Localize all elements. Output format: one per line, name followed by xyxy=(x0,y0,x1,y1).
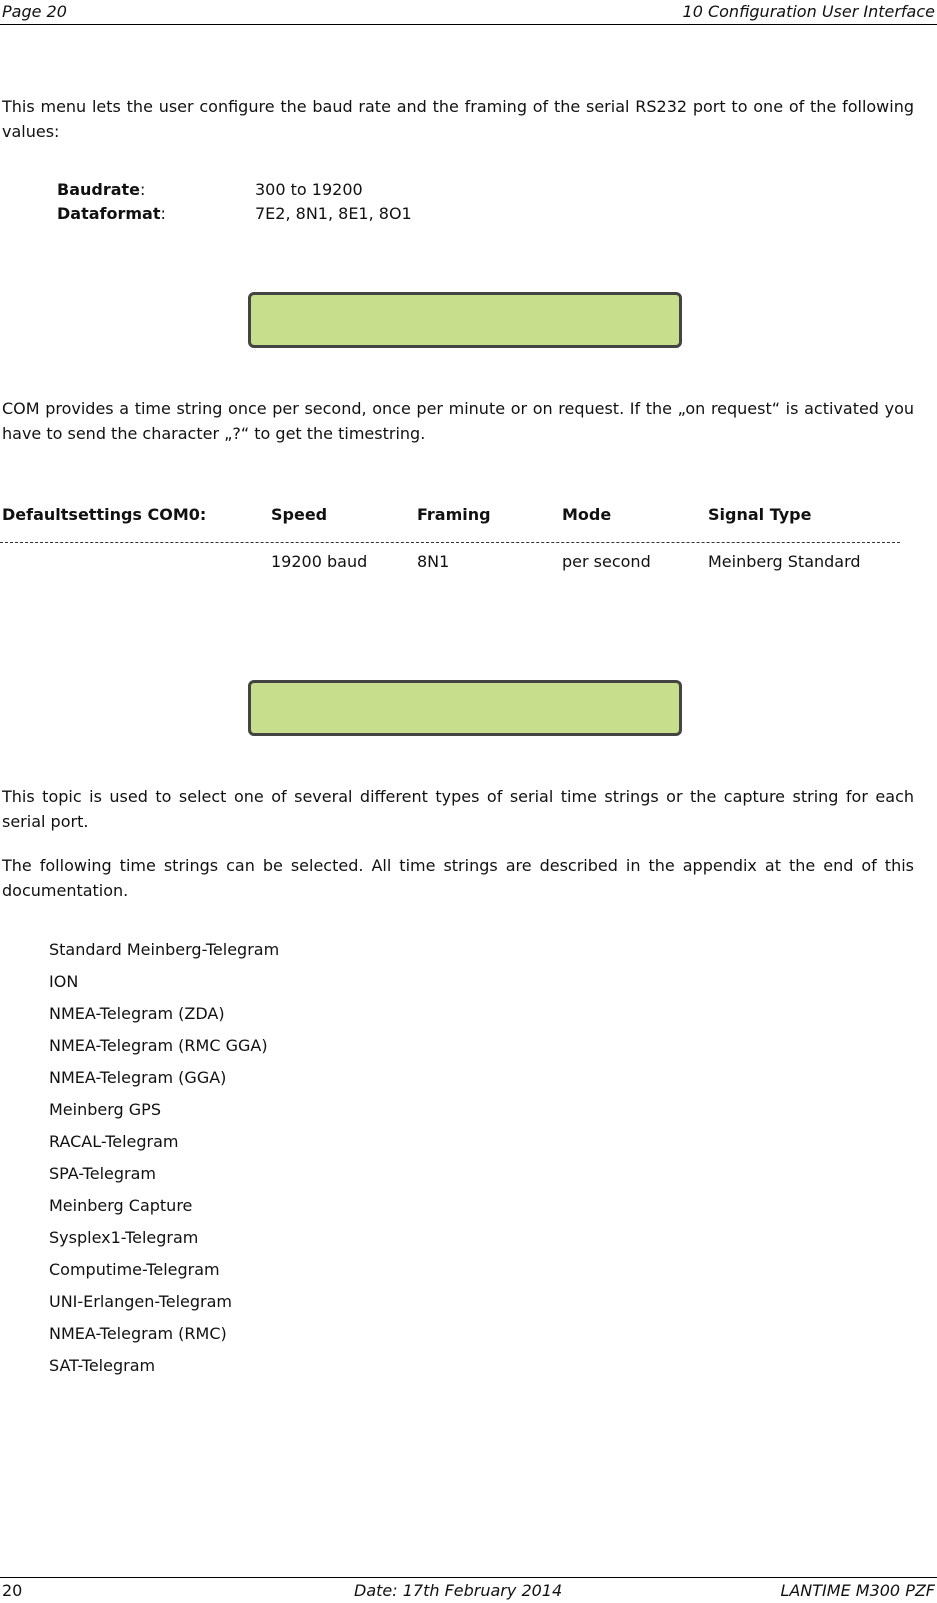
list-item: RACAL-Telegram xyxy=(49,1132,179,1151)
settings-list xyxy=(57,180,657,228)
footer-product: LANTIME M300 PZF xyxy=(780,1581,935,1600)
list-item: Meinberg Capture xyxy=(49,1196,193,1215)
cell-mode: per second xyxy=(562,552,651,571)
cell-speed: 19200 baud xyxy=(271,552,368,571)
setting-label: Dataformat xyxy=(57,204,161,223)
list-item: Sysplex1-Telegram xyxy=(49,1228,199,1247)
com-paragraph-block xyxy=(2,396,914,446)
setting-label: Baudrate xyxy=(57,180,141,199)
intro-paragraph-block xyxy=(2,94,914,144)
defaults-label: Defaultsettings COM0: xyxy=(2,505,207,524)
header-page-label: Page 20 xyxy=(2,2,67,21)
header-chapter-title: 10 Configuration User Interface xyxy=(682,2,935,21)
list-item: Computime-Telegram xyxy=(49,1260,220,1279)
list-item: NMEA-Telegram (ZDA) xyxy=(49,1004,225,1023)
topic-paragraph-block xyxy=(2,784,914,834)
following-paragraph: The following time strings can be selected. All time strings are described in the appendix at the end of this documentation. xyxy=(2,856,914,900)
lcd-display-time-string xyxy=(248,680,682,736)
column-header-signal-type: Signal Type xyxy=(708,505,812,524)
lcd-display-serial-settings xyxy=(248,292,682,348)
list-item: NMEA-Telegram (RMC GGA) xyxy=(49,1036,268,1055)
table-divider xyxy=(0,542,900,547)
list-item: NMEA-Telegram (RMC) xyxy=(49,1324,227,1343)
list-item: SPA-Telegram xyxy=(49,1164,156,1183)
time-strings-list xyxy=(49,934,549,1382)
defaults-table-row xyxy=(2,552,902,576)
column-header-speed: Speed xyxy=(271,505,328,524)
defaults-table-header xyxy=(2,505,902,529)
list-item: ION xyxy=(49,972,79,991)
footer-date: Date: 17th February 2014 xyxy=(354,1581,563,1600)
list-item: UNI-Erlangen-Telegram xyxy=(49,1292,233,1311)
setting-row-dataformat: Dataformat: 7E2, 8N1, 8E1, 8O1 xyxy=(57,204,412,223)
list-item: Standard Meinberg-Telegram xyxy=(49,940,280,959)
com-paragraph: COM provides a time string once per second, once per minute or on request. If the „on request“ is activated you have to send the character „?“ to get the timestring. xyxy=(2,399,914,443)
page-header xyxy=(0,0,937,25)
intro-paragraph: This menu lets the user configure the baud rate and the framing of the serial RS232 port to one of the following values: xyxy=(2,97,914,141)
list-item: SAT-Telegram xyxy=(49,1356,156,1375)
setting-value: 7E2, 8N1, 8E1, 8O1 xyxy=(255,204,412,223)
setting-row-baudrate: Baudrate: 300 to 19200 xyxy=(57,180,363,199)
topic-paragraph: This topic is used to select one of several different types of serial time strings or the capture string for each serial port. xyxy=(2,787,914,831)
list-item: Meinberg GPS xyxy=(49,1100,161,1119)
footer-page-number: 20 xyxy=(2,1581,23,1600)
list-item: NMEA-Telegram (GGA) xyxy=(49,1068,227,1087)
cell-signal-type: Meinberg Standard xyxy=(708,552,861,571)
cell-framing: 8N1 xyxy=(417,552,450,571)
column-header-framing: Framing xyxy=(417,505,491,524)
column-header-mode: Mode xyxy=(562,505,612,524)
setting-value: 300 to 19200 xyxy=(255,180,363,199)
following-paragraph-block xyxy=(2,853,914,903)
page-footer xyxy=(0,1577,937,1603)
